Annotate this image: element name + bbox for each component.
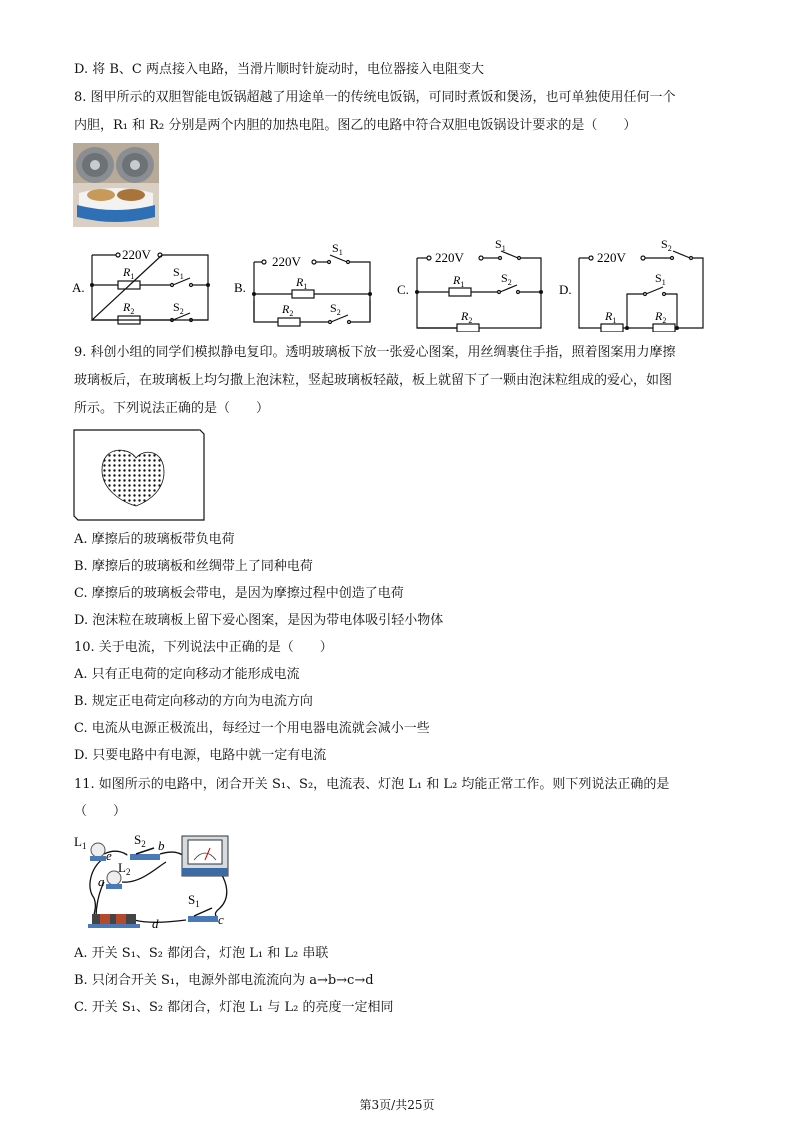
- r2-label: $R_2$: [123, 300, 135, 316]
- s1-label: $S_1$: [655, 271, 666, 287]
- option-a-label: A.: [72, 280, 85, 295]
- q9-option-b: B. 摩擦后的玻璃板和丝绸带上了同种电荷: [74, 559, 313, 574]
- l1-label: $L_1$: [74, 834, 87, 851]
- q11-option-b: B. 只闭合开关 S₁，电源外部电流流向为 a→b→c→d: [74, 973, 374, 988]
- q9-stem-line3: 所示。下列说法正确的是（ ）: [74, 401, 270, 416]
- q11-option-c: C. 开关 S₁、S₂ 都闭合，灯泡 L₁ 与 L₂ 的亮度一定相同: [74, 1000, 394, 1015]
- q8-stem-line1: 8. 图甲所示的双胆智能电饭锅超越了用途单一的传统电饭锅，可同时煮饭和煲汤，也可单独使用任何一个: [74, 90, 676, 105]
- r1-label: $R_1$: [605, 309, 617, 325]
- voltage-label: 220V: [435, 250, 464, 265]
- point-c-label: c: [218, 912, 224, 927]
- s1-label: $S_1$: [495, 237, 506, 253]
- circuit-option-c: [395, 236, 550, 332]
- s2-label: $S_2$: [173, 300, 184, 316]
- s1-label: $S_1$: [332, 241, 343, 257]
- r2-label: $R_2$: [461, 309, 473, 325]
- q11-circuit-figure: [70, 828, 250, 932]
- q9-stem-line2: 玻璃板后，在玻璃板上均匀撒上泡沫粒，竖起玻璃板轻敲，板上就留下了一颗由泡沫粒组成的爱心，如图: [74, 373, 673, 388]
- s2-label: $S_2$: [330, 301, 341, 317]
- q10-stem: 10. 关于电流，下列说法中正确的是（ ）: [74, 640, 333, 655]
- q11-stem-line1: 11. 如图所示的电路中，闭合开关 S₁、S₂，电流表、灯泡 L₁ 和 L₂ 均能正常工作。则下列说法正确的是: [74, 777, 670, 792]
- q11-stem-line2: （ ）: [74, 804, 127, 819]
- q7-option-d: D. 将 B、C 两点接入电路，当滑片顺时针旋动时，电位器接入电阻变大: [74, 62, 484, 77]
- s2-label: $S_2$: [134, 832, 146, 849]
- voltage-label: 220V: [597, 250, 626, 265]
- q10-option-c: C. 电流从电源正极流出，每经过一个用电器电流就会减小一些: [74, 721, 430, 736]
- q9-stem-line1: 9. 科创小组的同学们模拟静电复印。透明玻璃板下放一张爱心图案，用丝绸裹住手指，照着图案用力摩擦: [74, 345, 676, 360]
- circuit-option-d: [557, 236, 717, 332]
- option-b-label: B.: [234, 280, 246, 295]
- point-a-label: a: [98, 874, 105, 889]
- option-d-label: D.: [559, 282, 572, 297]
- q9-option-c: C. 摩擦后的玻璃板会带电，是因为摩擦过程中创造了电荷: [74, 586, 404, 601]
- option-c-label: C.: [397, 282, 409, 297]
- circuit-option-b-branch: [232, 300, 382, 336]
- q9-option-a: A. 摩擦后的玻璃板带负电荷: [74, 532, 235, 547]
- glass-plate-heart-figure: [72, 428, 206, 522]
- q11-option-a: A. 开关 S₁、S₂ 都闭合，灯泡 L₁ 和 L₂ 串联: [74, 946, 329, 961]
- q10-option-a: A. 只有正电荷的定向移动才能形成电流: [74, 667, 300, 682]
- s2-label: $S_2$: [661, 237, 672, 253]
- r2-label: $R_2$: [655, 309, 667, 325]
- s2-label: $S_2$: [501, 271, 512, 287]
- r1-label: $R_1$: [296, 275, 308, 291]
- voltage-label: 220V: [122, 247, 151, 262]
- page-footer: 第3页/共25页: [359, 1098, 435, 1112]
- q9-option-d: D. 泡沫粒在玻璃板上留下爱心图案，是因为带电体吸引轻小物体: [74, 613, 444, 628]
- s1-label: $S_1$: [173, 265, 184, 281]
- point-e-label: e: [106, 848, 112, 863]
- circuit-option-a: [70, 240, 220, 330]
- q10-option-d: D. 只要电路中有电源，电路中就一定有电流: [74, 748, 327, 763]
- point-b-label: b: [158, 838, 165, 853]
- voltage-label: 220V: [272, 254, 301, 269]
- r2-label: $R_2$: [282, 302, 294, 318]
- s1-label: $S_1$: [188, 892, 200, 909]
- q8-stem-line2: 内胆，R₁ 和 R₂ 分别是两个内胆的加热电阻。图乙的电路中符合双胆电饭锅设计要求的是（ ）: [74, 118, 637, 133]
- q10-option-b: B. 规定正电荷定向移动的方向为电流方向: [74, 694, 313, 709]
- l2-label: $L_2$: [118, 860, 131, 877]
- r1-label: $R_1$: [123, 265, 135, 281]
- rice-cooker-photo: [73, 143, 159, 227]
- r1-label: $R_1$: [453, 273, 465, 289]
- point-d-label: d: [152, 916, 159, 931]
